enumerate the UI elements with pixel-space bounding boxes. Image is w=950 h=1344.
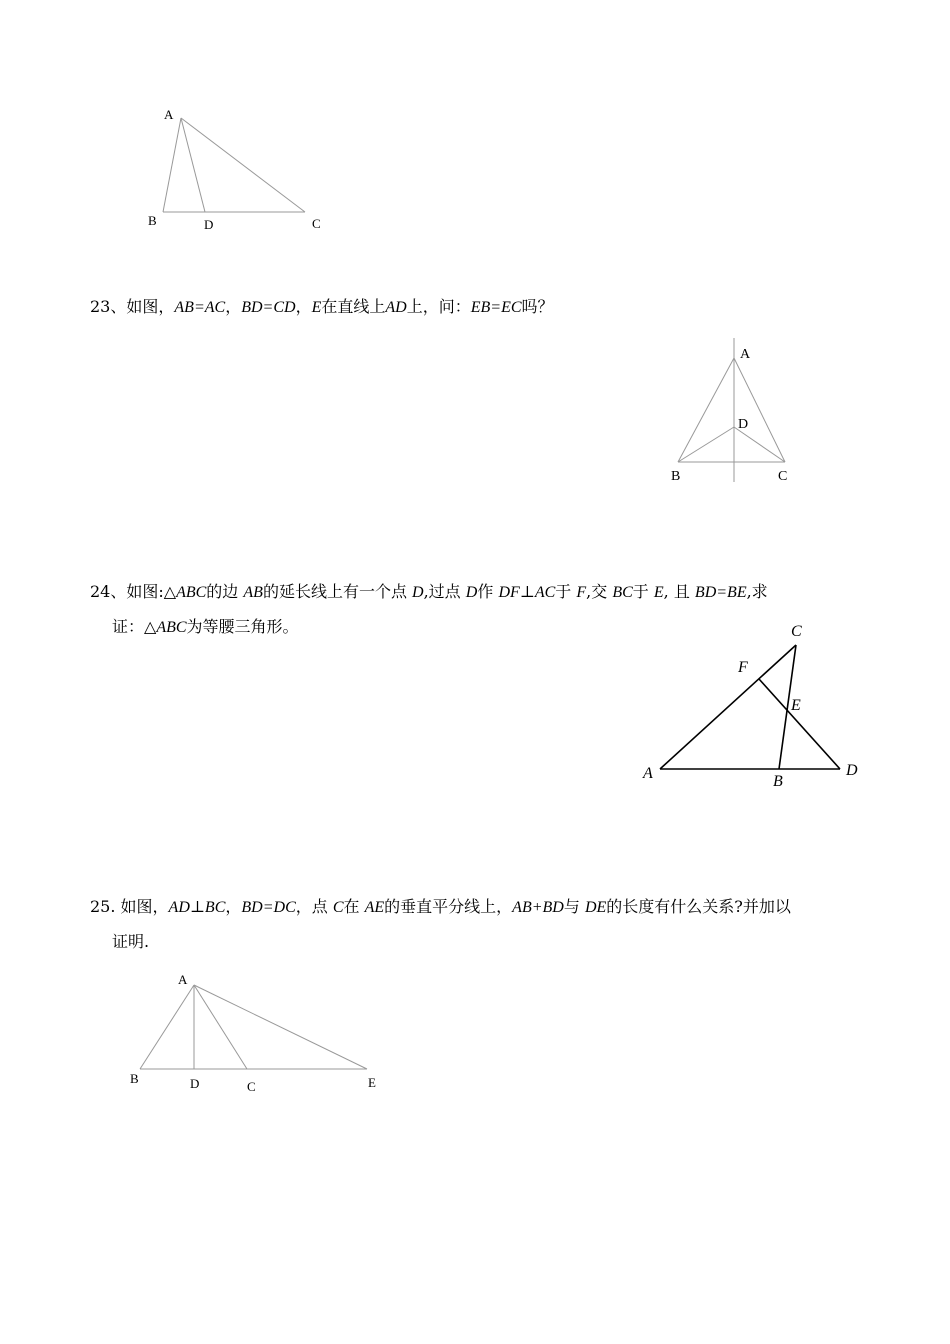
fig22-label-B: B [148, 213, 157, 228]
q24-math: DF [498, 584, 520, 601]
fig25-label-E: E [368, 1075, 376, 1090]
q24-text: 的延长线上有一个点 [262, 582, 413, 601]
q24-text: ,交 [586, 582, 613, 601]
q25-math: DE [584, 899, 607, 916]
fig22-label-C: C [312, 216, 321, 231]
q23-text: 在直线上 [321, 297, 386, 316]
fig25-label-A: A [178, 972, 188, 987]
q23-text: ， [295, 297, 312, 316]
q25-math: AD [168, 899, 190, 916]
q25-text: 如图， [115, 897, 169, 916]
fig23-label-C: C [778, 469, 788, 484]
q24-math: F [576, 584, 587, 601]
fig25-label-C: C [247, 1079, 256, 1094]
fig23-label-D: D [738, 417, 749, 432]
q23-text: 上，问： [406, 297, 471, 316]
fig24-label-D: D [846, 762, 858, 779]
q25-text: 的垂直平分线上， [384, 897, 513, 916]
fig25-line-AB [140, 985, 194, 1069]
q23-text: 吗？ [521, 297, 554, 316]
q24-math: ABC [176, 584, 207, 601]
fig25-label-B: B [130, 1071, 139, 1086]
q24-text: ⊥ [519, 582, 535, 601]
q23-text: 如图， [126, 297, 175, 316]
q23-math: AD [385, 299, 407, 316]
q23-math: AB=AC [174, 299, 226, 316]
q24-text: 证：△ [112, 617, 157, 636]
fig24-label-C: C [791, 623, 802, 640]
q23-math: BD=CD [241, 299, 296, 316]
fig23-label-A: A [740, 347, 751, 362]
q25-math: AE [364, 899, 385, 916]
q25-math: C [332, 899, 344, 916]
q24-text: 于 [632, 582, 654, 601]
q24-math: ABC [156, 619, 187, 636]
q24-text: ,过点 [423, 582, 466, 601]
q24-text: 为等腰三角形。 [186, 617, 299, 636]
q23-math: EB=EC [470, 299, 522, 316]
fig22-label-A: A [164, 107, 174, 122]
fig24-label-F: F [738, 659, 748, 676]
q24-text: , 且 [663, 582, 695, 601]
q24-number: 24、 [90, 582, 127, 601]
fig24-label-B: B [773, 773, 783, 790]
q25-math: AB+BD [512, 899, 564, 916]
q24-math: D [465, 584, 478, 601]
q25-text: ， [225, 897, 242, 916]
fig24-label-E: E [791, 697, 801, 714]
q25-text: 在 [343, 897, 365, 916]
q23-number: 23、 [90, 297, 127, 316]
q25-math: BD=DC [241, 899, 296, 916]
q24-text: ,求 [746, 582, 768, 601]
q25-text: 与 [563, 897, 585, 916]
q24-math: D [412, 584, 424, 601]
q24-text: 于 [555, 582, 577, 601]
q23-text: ， [225, 297, 242, 316]
fig23-label-B: B [671, 469, 681, 484]
q24-text: 如图:△ [126, 582, 177, 601]
q25-text: 的长度有什么关系?并加以 [606, 897, 791, 916]
fig24-label-A: A [643, 765, 653, 782]
q24-math: E [653, 584, 664, 601]
q25-line-2: 证明. [112, 932, 150, 951]
q24-math: BD=BE [694, 584, 747, 601]
q25-math: BC [204, 899, 226, 916]
q24-math: AC [534, 584, 556, 601]
q25-text: ⊥ [189, 897, 205, 916]
q23-math: E [311, 299, 322, 316]
q25-text: ，点 [295, 897, 333, 916]
q24-math: AB [243, 584, 263, 601]
fig25-label-D: D [190, 1076, 200, 1091]
q24-math: BC [612, 584, 633, 601]
q25-number: 25. [90, 897, 116, 916]
fig22-label-D: D [204, 217, 214, 232]
q24-text: 作 [477, 582, 499, 601]
q24-text: 的边 [206, 582, 244, 601]
